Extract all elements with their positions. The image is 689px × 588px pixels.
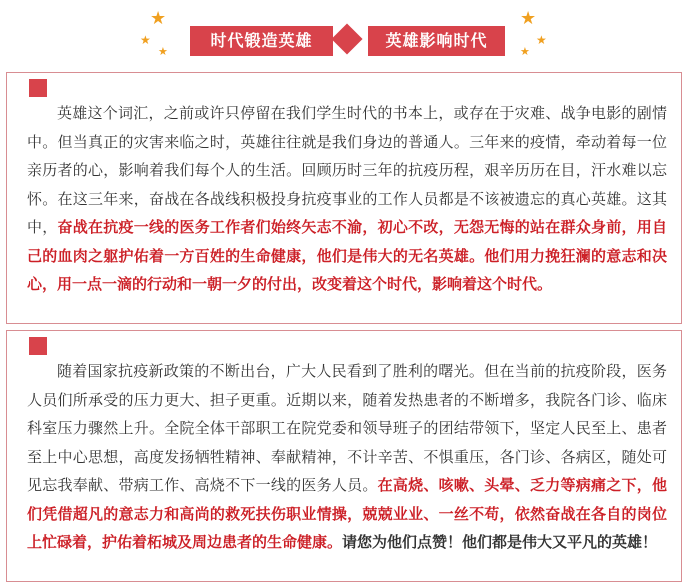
banner-left-label: 时代锻造英雄 [190,26,333,56]
section1-highlight-text: 奋战在抗疫一线的医务工作者们始终矢志不渝，初心不改，无怨无悔的站在群众身前，用自己的血肉之躯护佑着一方百姓的生命健康，他们是伟大的无名英雄。他们用力挽狂澜的意志和决心，用一点一滴的行动和一朝一夕的付出，改变着这个时代，影响着这个时代。 [27,218,667,293]
corner-square-icon [29,79,47,97]
star-icon: ★ [520,8,537,29]
star-icon: ★ [140,33,151,47]
star-icon: ★ [158,45,168,58]
section1-paragraph [27,99,667,299]
corner-square-icon [29,337,47,355]
star-icon: ★ [520,45,530,58]
section2-highlight-text: 在高烧、咳嗽、头晕、乏力等病痛之下，他们凭借超凡的意志力和高尚的救死扶伤职业情操，兢兢业业、一丝不苟，依然奋战在各自的岗位上忙碌着，护佑着柘城及周边患者的生命健康。 [27,476,667,551]
section2-closing-text: 请您为他们点赞！他们都是伟大又平凡的英雄！ [342,533,658,551]
banner-right-label: 英雄影响时代 [368,26,505,56]
section2-plain-text: 随着国家抗疫新政策的不断出台，广大人民看到了胜利的曙光。但在当前的抗疫阶段，医务人员们所承受的压力更大、担子更重。近期以来，随着发热患者的不断增多，我院各门诊、临床科室压力骤然上升。全院全体干部职工在院党委和领导班子的团结带领下，坚定人民至上、患者至上中心思想，高度发扬牺牲精神、奉献精神，不计辛苦、不惧重压，各门诊、各病区，随处可见忘我奉献、带病工作、高烧不下一线的医务人员。 [27,362,667,494]
content-card-2 [6,330,682,582]
content-card-1 [6,72,682,324]
section1-plain-text: 英雄这个词汇，之前或许只停留在我们学生时代的书本上，或存在于灾难、战争电影的剧情中。但当真正的灾害来临之时，英雄往往就是我们身边的普通人。三年来的疫情，牵动着每一位亲历者的心，影响着我们每个人的生活。回顾历时三年的抗疫历程，艰辛历历在目，汗水难以忘怀。在这三年来，奋战在各战线积极投身抗疫事业的工作人员都是不该被遗忘的真心英雄。这其中， [27,104,667,236]
star-icon: ★ [536,33,547,47]
section2-paragraph [27,357,667,557]
banner-diamond-ornament [331,23,362,54]
header-banner [0,0,689,70]
star-icon: ★ [150,8,167,29]
